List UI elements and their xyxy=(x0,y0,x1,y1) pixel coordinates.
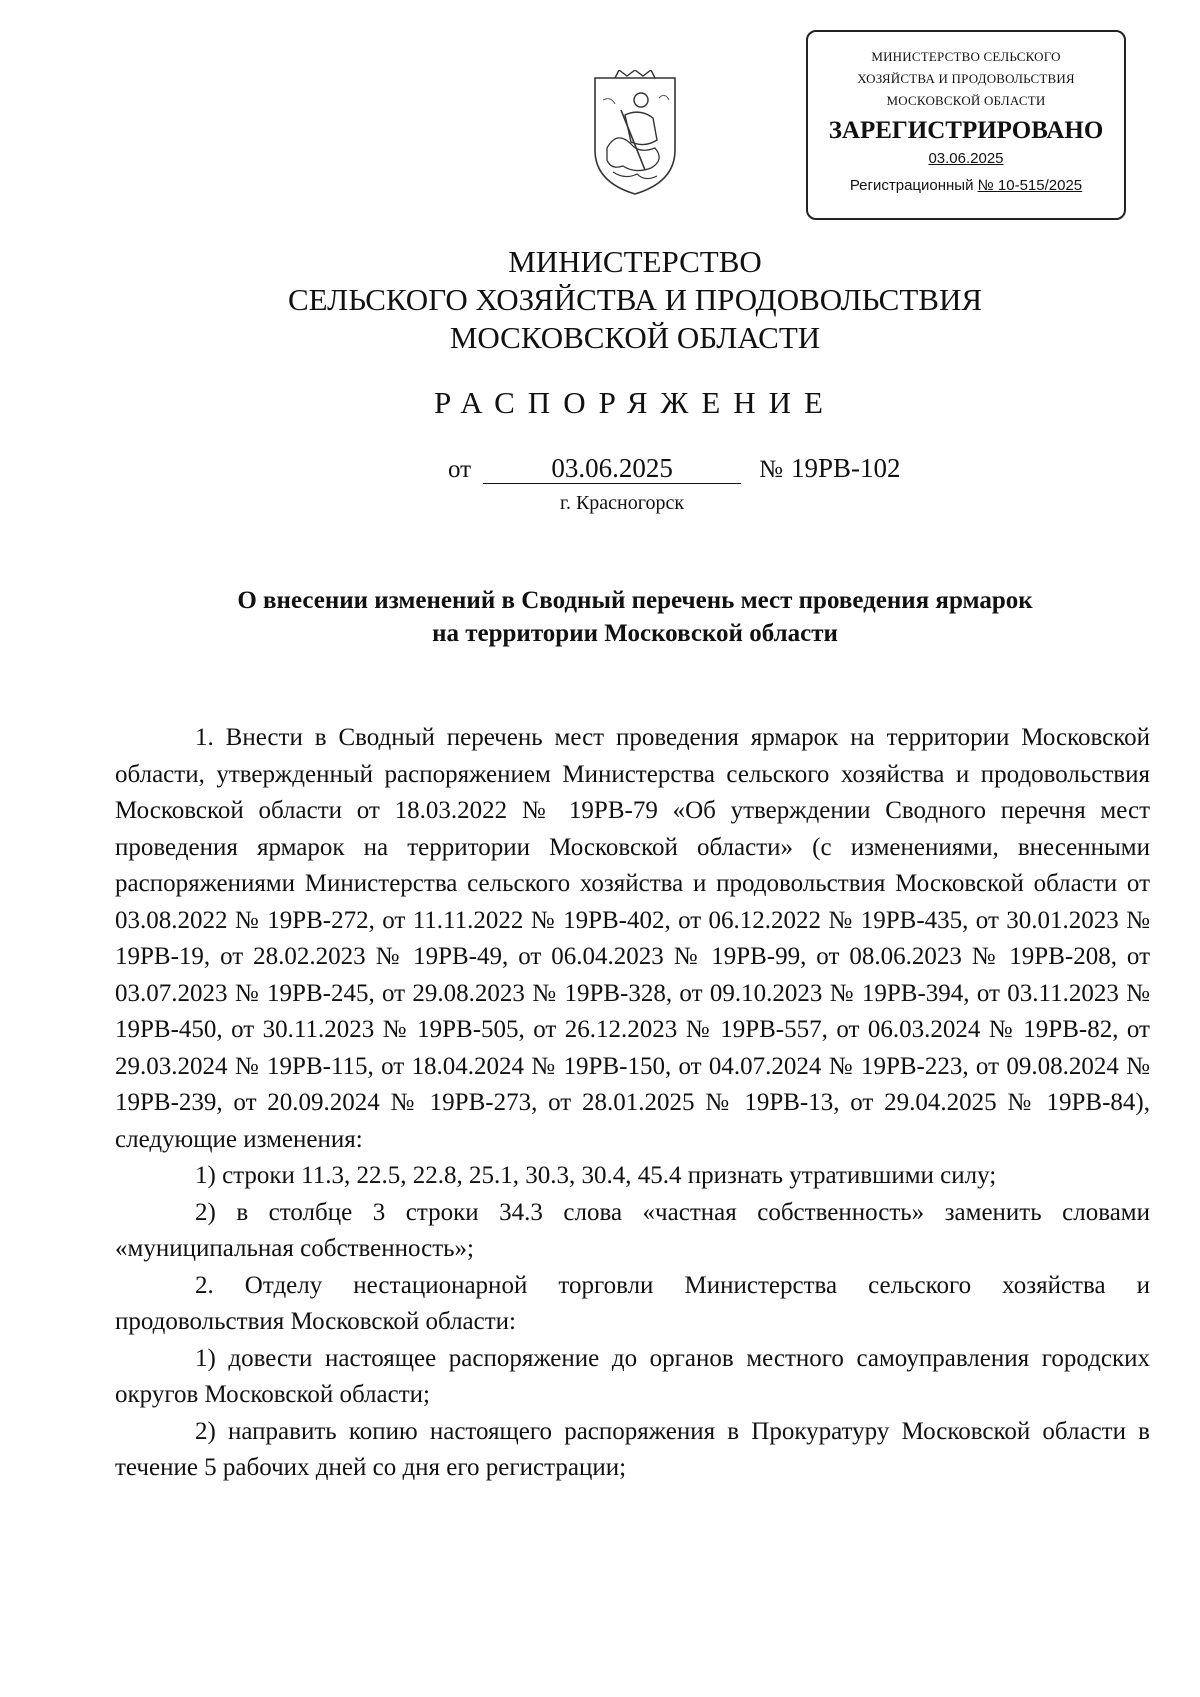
number-label: № xyxy=(759,456,783,483)
document-city: г. Красногорск xyxy=(560,492,685,514)
document-body xyxy=(115,720,1150,1487)
stamp-date: 03.06.2025 xyxy=(928,150,1004,167)
ministry-line-3: МОСКОВСКОЙ ОБЛАСТИ xyxy=(449,320,821,355)
document-date: 03.06.2025 xyxy=(483,453,741,484)
document-date-number xyxy=(448,453,901,484)
ministry-line-2: СЕЛЬСКОГО ХОЗЯЙСТВА И ПРОДОВОЛЬСТВИЯ xyxy=(287,282,983,317)
paragraph: 2) направить копию настоящего распоряжения в Прокуратуру Московской области в течение 5 рабочих дней со дня его регистрации; xyxy=(115,1417,1150,1481)
registration-stamp xyxy=(806,30,1126,220)
stamp-status: ЗАРЕГИСТРИРОВАНО xyxy=(828,117,1104,144)
ministry-line-1: МИНИСТЕРСТВО xyxy=(508,244,762,279)
paragraph: 2. Отделу нестационарной торговли Министерства сельского хозяйства и продовольствия Московской области: xyxy=(115,1271,1150,1335)
subject-line-2: на территории Московской области xyxy=(432,620,838,647)
moscow-oblast-coat-of-arms-icon xyxy=(585,70,685,200)
subject-line-1: О внесении изменений в Сводный перечень мест проведения ярмарок xyxy=(237,587,1033,614)
document-type: РАСПОРЯЖЕНИЕ xyxy=(434,385,836,420)
stamp-reg-number: Регистрационный № 10-515/2025 xyxy=(849,177,1083,194)
stamp-organization: МИНИСТЕРСТВО СЕЛЬСКОГО ХОЗЯЙСТВА И ПРОДОВОЛЬСТВИЯ МОСКОВСКОЙ ОБЛАСТИ xyxy=(857,49,1075,108)
paragraph: 2) в столбце 3 строки 34.3 слова «частная собственность» заменить словами «муниципальная собственность»; xyxy=(115,1198,1150,1262)
ministry-header xyxy=(0,243,1200,357)
paragraph: 1. Внести в Сводный перечень мест проведения ярмарок на территории Московской области, утвержденный распоряжением Министерства сельского хозяйства и продовольствия Московской области от 18.03.2022 № 19РВ-79 «Об утверждении Сводного перечня мест проведения ярмарок на территории Московской области» (с изменениями, внесенными распоряжениями Министерства сельского хозяйства и продовольствия Московской области от 03.08.2022 № 19РВ-272, от 11.11.2022 № 19РВ-402, от 06.12.2022 № 19РВ-435, от 30.01.2023 № 19РВ-19, от 28.02.2023 № 19РВ-49, от 06.04.2023 № 19РВ-99, от 08.06.2023 № 19РВ-208, от 03.07.2023 № 19РВ-245, от 29.08.2023 № 19РВ-328, от 09.10.2023 № 19РВ-394, от 03.11.2023 № 19РВ-450, от 30.11.2023 № 19РВ-505, от 26.12.2023 № 19РВ-557, от 06.03.2024 № 19РВ-82, от 29.03.2024 № 19РВ-115, от 18.04.2024 № 19РВ-150, от 04.07.2024 № 19РВ-223, от 09.08.2024 № 19РВ-239, от 20.09.2024 № 19РВ-273, от 28.01.2025 № 19РВ-13, от 29.04.2025 № 19РВ-84), следующие изменения: xyxy=(115,724,1150,1153)
paragraph: 1) довести настоящее распоряжение до органов местного самоуправления городских округов Московской области; xyxy=(115,1344,1150,1408)
document-subject xyxy=(0,584,1200,650)
document-number: 19РВ-102 xyxy=(790,453,901,483)
paragraph: 1) строки 11.3, 22.5, 22.8, 25.1, 30.3, 30.4, 45.4 признать утратившими силу; xyxy=(195,1162,997,1189)
from-label: от xyxy=(448,456,472,483)
